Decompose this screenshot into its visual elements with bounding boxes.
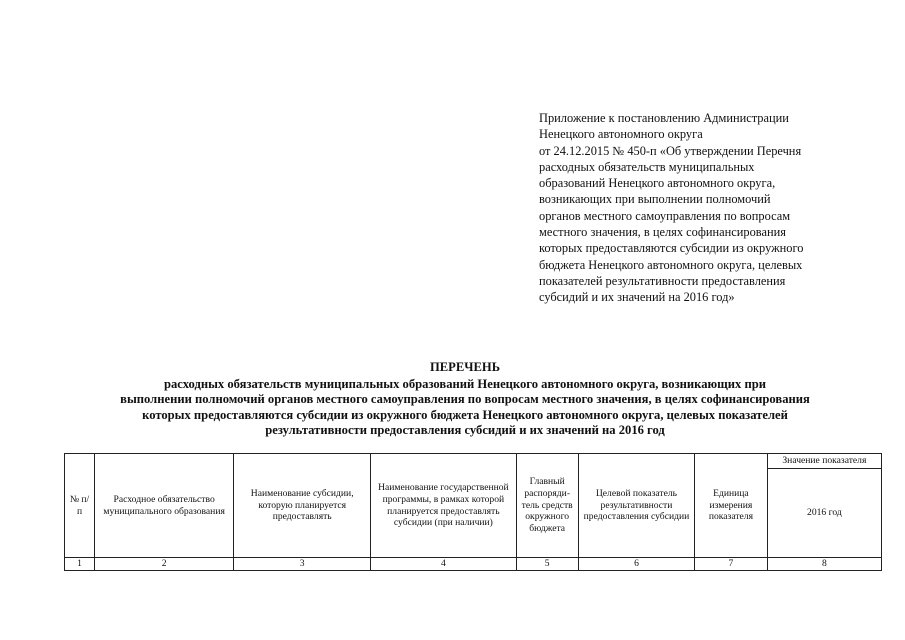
header-year-2016: 2016 год bbox=[767, 469, 881, 558]
column-number-cell: 6 bbox=[578, 558, 694, 571]
title-line: выполнении полномочий органов местного самоуправления по вопросам местного значения, в целях софинансирования bbox=[120, 392, 810, 407]
appendix-line: органов местного самоуправления по вопросам bbox=[539, 208, 791, 223]
header-program-name: Наименование государственной программы, в рамках которой планируется предоставлять субсидии (при наличии) bbox=[371, 454, 516, 558]
appendix-note bbox=[539, 110, 879, 306]
appendix-line: расходных обязательств муниципальных bbox=[539, 159, 755, 174]
title-heading: ПЕРЕЧЕНЬ bbox=[429, 360, 501, 374]
header-subsidy-name: Наименование субсидии, которую планируется предоставлять bbox=[234, 454, 371, 558]
appendix-line: возникающих при выполнении полномочий bbox=[539, 192, 771, 207]
header-unit: Единица измерения показателя bbox=[695, 454, 768, 558]
column-number-cell: 5 bbox=[516, 558, 578, 571]
header-target-indicator: Целевой показатель результативности предоставления субсидии bbox=[578, 454, 694, 558]
header-budget-manager: Главный распоряди-тель средств окружного бюджета bbox=[516, 454, 578, 558]
appendix-line: которых предоставляются субсидии из окружного bbox=[539, 241, 804, 256]
column-number-cell: 1 bbox=[65, 558, 95, 571]
title-line: результативности предоставления субсидий и их значений на 2016 год bbox=[265, 423, 665, 438]
appendix-line: Ненецкого автономного округа bbox=[539, 127, 703, 142]
column-number-cell: 7 bbox=[695, 558, 768, 571]
column-number-cell: 4 bbox=[371, 558, 516, 571]
obligations-table bbox=[64, 453, 882, 571]
header-indicator-value: Значение показателя bbox=[767, 454, 881, 469]
appendix-line: Приложение к постановлению Администрации bbox=[539, 111, 789, 125]
header-number: № п/п bbox=[65, 454, 95, 558]
column-number-cell: 2 bbox=[95, 558, 234, 571]
header-obligation: Расходное обязательство муниципального образования bbox=[95, 454, 234, 558]
column-number-cell: 3 bbox=[234, 558, 371, 571]
document-title bbox=[40, 360, 890, 439]
column-number-cell: 8 bbox=[767, 558, 881, 571]
appendix-line: субсидий и их значений на 2016 год» bbox=[539, 290, 735, 305]
appendix-line: бюджета Ненецкого автономного округа, целевых bbox=[539, 257, 803, 272]
appendix-line: от 24.12.2015 № 450-п «Об утверждении Перечня bbox=[539, 143, 802, 158]
appendix-line: местного значения, в целях софинансирования bbox=[539, 225, 786, 240]
title-line: расходных обязательств муниципальных образований Ненецкого автономного округа, возникающих при bbox=[164, 376, 766, 391]
appendix-line: образований Ненецкого автономного округа, bbox=[539, 176, 776, 191]
appendix-line: показателей результативности предоставления bbox=[539, 273, 786, 288]
title-line: которых предоставляются субсидии из окружного бюджета Ненецкого автономного округа, целевых показателей bbox=[142, 407, 788, 422]
